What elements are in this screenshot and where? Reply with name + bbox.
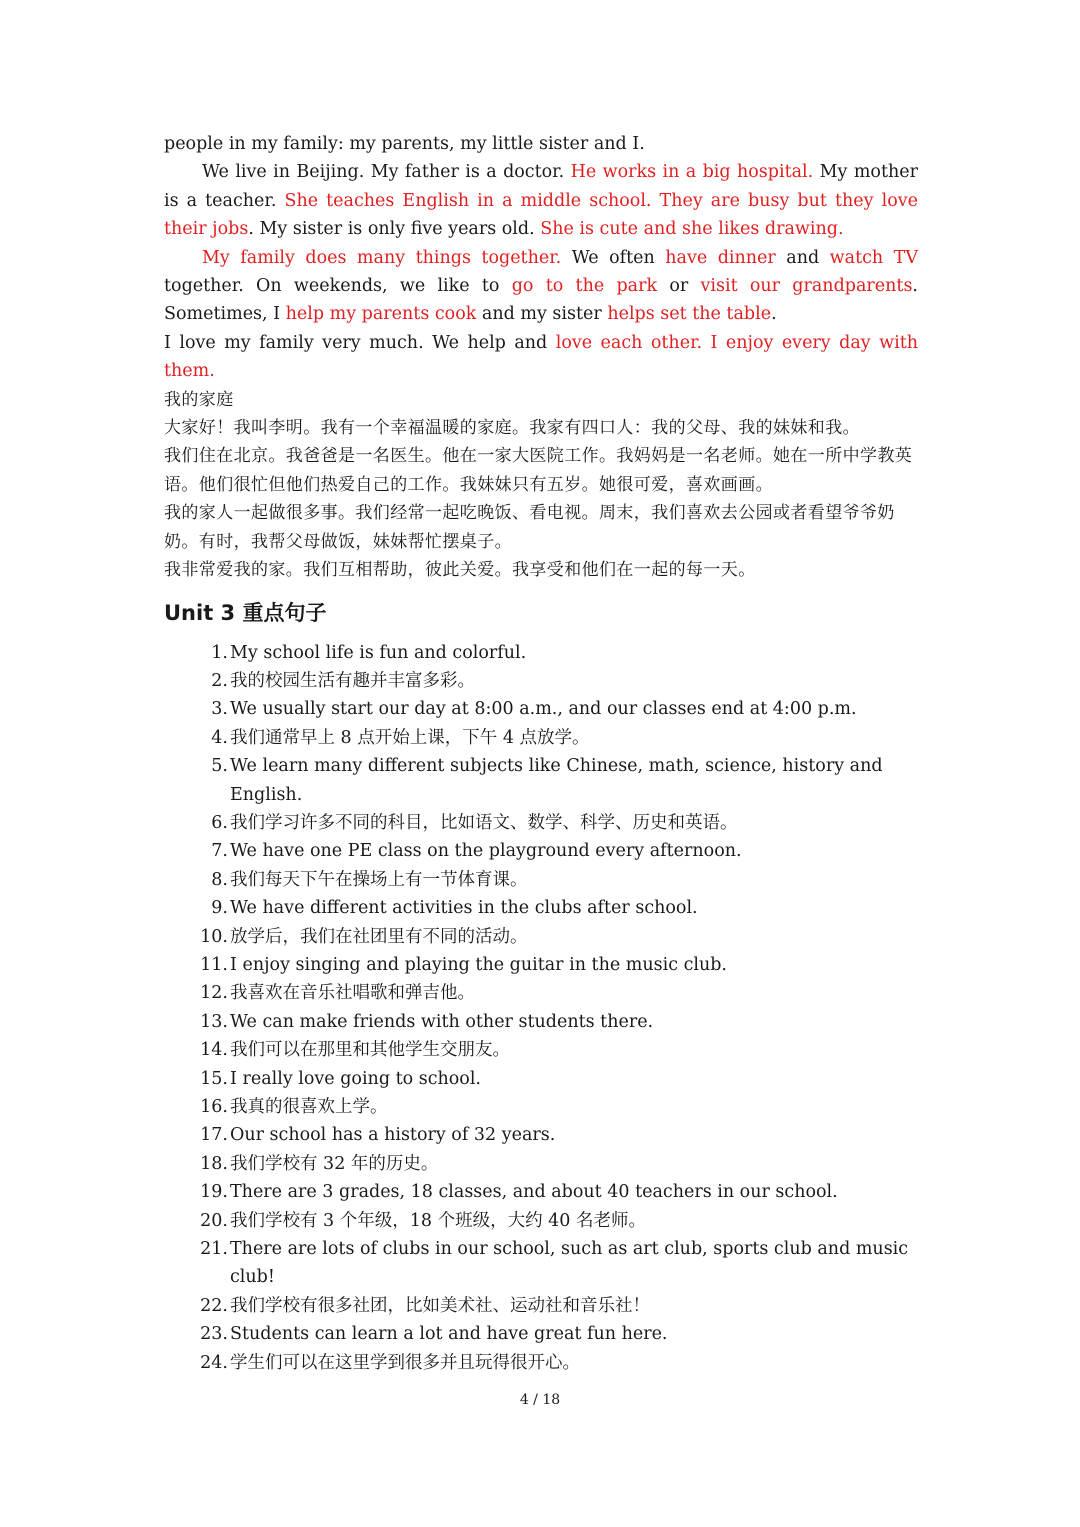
sentence-text: 我的校园生活有趣并丰富多彩。 <box>230 670 475 691</box>
sentence-item <box>164 923 918 951</box>
sentence-text: 我们学习许多不同的科目，比如语文、数学、科学、历史和英语。 <box>230 812 738 833</box>
sentence-item <box>164 1292 918 1320</box>
essay-p2-segment: . Sometimes, I <box>164 276 918 325</box>
essay-p2-segment: visit our grandparents <box>700 276 913 297</box>
sentence-number: 7. <box>211 841 228 862</box>
sentence-text: 我们学校有很多社团，比如美术社、运动社和音乐社！ <box>230 1295 650 1316</box>
sentence-item <box>164 1036 918 1064</box>
sentence-number: 16. <box>200 1097 228 1117</box>
essay-p2-segment: We often <box>561 247 666 268</box>
essay-zh-paragraph-1: 大家好！我叫李明。我有一个幸福温暖的家庭。我家有四口人：我的父母、我的妹妹和我。 <box>164 418 860 439</box>
essay-p2-segment: and <box>775 247 830 268</box>
sentence-item <box>164 667 918 695</box>
essay-p1-segment: She is cute and she likes drawing. <box>540 219 844 240</box>
sentence-item <box>164 1093 918 1121</box>
sentence-item <box>164 1320 918 1348</box>
sentence-item <box>164 1207 918 1235</box>
sentence-text: There are lots of clubs in our school, such as art club, sports club and music club! <box>230 1239 909 1288</box>
sentence-text: We learn many different subjects like Chinese, math, science, history and English. <box>230 756 883 805</box>
essay-zh-paragraph-3: 我的家人一起做很多事。我们经常一起吃晚饭、看电视。周末，我们喜欢去公园或者看望爷爷奶奶。有时，我帮父母做饭，妹妹帮忙摆桌子。 <box>164 503 895 552</box>
sentence-number: 6. <box>211 812 228 833</box>
sentence-number: 18. <box>200 1153 228 1174</box>
sentence-item <box>164 1150 918 1178</box>
sentence-item <box>164 837 918 865</box>
sentence-number: 20. <box>200 1210 228 1231</box>
essay-p2-segment: watch TV <box>829 247 918 268</box>
sentence-number: 8. <box>211 869 228 890</box>
essay-p2-segment: help my parents cook <box>285 304 477 325</box>
essay-p2-segment: have dinner <box>665 247 776 268</box>
sentence-text: 我们通常早上 8 点开始上课，下午 4 点放学。 <box>230 727 590 748</box>
essay-p2-segment: and my sister <box>476 304 608 325</box>
essay-zh-title: 我的家庭 <box>164 389 234 410</box>
sentence-text: I enjoy singing and playing the guitar in the music club. <box>230 954 727 975</box>
sentence-text: My school life is fun and colorful. <box>230 642 527 663</box>
essay-p2-segment: together. On weekends, we like to <box>164 276 512 297</box>
essay-p2-segment: or <box>657 276 701 297</box>
sentence-number: 22. <box>200 1295 228 1316</box>
sentence-number: 15. <box>200 1068 228 1089</box>
essay-zh-paragraph-4: 我非常爱我的家。我们互相帮助，彼此关爱。我享受和他们在一起的每一天。 <box>164 560 756 581</box>
essay-p1-segment: She teaches English in a middle school. They are busy but they love their jobs <box>164 190 918 240</box>
sentence-text: Our school has a history of 32 years. <box>230 1125 556 1146</box>
sentence-item <box>164 1121 918 1149</box>
sentence-text: We have different activities in the clubs after school. <box>230 898 698 919</box>
sentence-item <box>164 724 918 752</box>
essay-p2-segment: My family does many things together. <box>202 247 562 268</box>
sentence-text: 我们学校有 32 年的历史。 <box>230 1153 439 1174</box>
sentence-text: 学生们可以在这里学到很多并且玩得很开心。 <box>230 1352 580 1373</box>
sentence-number: 23. <box>200 1324 228 1345</box>
sentence-number: 14. <box>200 1040 228 1061</box>
sentence-text: I really love going to school. <box>230 1068 481 1089</box>
page-number: 4 / 18 <box>519 1392 561 1408</box>
sentence-text: We usually start our day at 8:00 a.m., and our classes end at 4:00 p.m. <box>230 699 857 720</box>
sentence-text: 我们学校有 3 个年级，18 个班级，大约 40 名老师。 <box>230 1210 646 1231</box>
sentence-number: 4. <box>211 727 228 748</box>
sentence-item <box>164 695 918 723</box>
sentence-item <box>164 1178 918 1206</box>
sentence-item <box>164 1349 918 1377</box>
sentence-item <box>164 1065 918 1093</box>
essay-p2-segment: helps set the table <box>607 304 772 325</box>
sentence-number: 5. <box>211 756 228 777</box>
sentence-text: 我们每天下午在操场上有一节体育课。 <box>230 869 528 890</box>
essay-p1-segment: . My sister is only five years old. <box>248 219 541 240</box>
sentence-number: 13. <box>200 1011 228 1032</box>
sentence-text: 我们可以在那里和其他学生交朋友。 <box>230 1040 510 1061</box>
sentence-text: 放学后，我们在社团里有不同的活动。 <box>230 926 528 947</box>
sentence-text: There are 3 grades, 18 classes, and about 40 teachers in our school. <box>230 1182 838 1203</box>
sentence-number: 21. <box>200 1239 228 1260</box>
sentence-item <box>164 979 918 1007</box>
sentence-list <box>164 639 918 1378</box>
essay-p2-segment: go to the park <box>511 276 658 297</box>
sentence-text: 我真的很喜欢上学。 <box>230 1097 388 1117</box>
sentence-item <box>164 752 918 809</box>
document-page <box>164 130 918 1377</box>
sentence-number: 24. <box>200 1352 228 1373</box>
sentence-number: 1. <box>211 642 228 663</box>
sentence-number: 3. <box>211 699 228 720</box>
sentence-number: 9. <box>211 898 228 919</box>
sentence-text: 我喜欢在音乐社唱歌和弹吉他。 <box>230 983 475 1004</box>
sentence-number: 19. <box>200 1182 228 1203</box>
essay-p2-segment: . <box>771 304 777 325</box>
essay-paragraph-1 <box>164 158 918 243</box>
sentence-item <box>164 809 918 837</box>
essay-p1-segment: He works in a big hospital. <box>570 162 814 183</box>
sentence-item <box>164 951 918 979</box>
sentence-number: 10. <box>200 926 228 947</box>
essay-p1-segment: My mother is a teacher. <box>164 162 918 211</box>
sentence-number: 17. <box>200 1125 228 1146</box>
sentence-text: We can make friends with other students there. <box>230 1011 654 1032</box>
sentence-item <box>164 894 918 922</box>
sentence-item <box>164 1235 918 1292</box>
sentence-number: 11. <box>200 954 228 975</box>
unit3-heading: Unit 3 重点句子 <box>164 600 327 625</box>
sentence-item <box>164 1008 918 1036</box>
essay-p1-segment: We live in Beijing. My father is a doctor. <box>202 162 571 183</box>
sentence-item <box>164 866 918 894</box>
essay-line-0: people in my family: my parents, my little sister and I. <box>164 134 645 154</box>
essay-p3-segment: love each other. I enjoy every day with them. <box>164 332 918 382</box>
essay-zh-paragraph-2: 我们住在北京。我爸爸是一名医生。他在一家大医院工作。我妈妈是一名老师。她在一所中学教英语。他们很忙但他们热爱自己的工作。我妹妹只有五岁。她很可爱，喜欢画画。 <box>164 446 913 495</box>
essay-paragraph-3 <box>164 329 918 386</box>
essay-p3-segment: I love my family very much. We help and <box>164 332 556 353</box>
sentence-text: Students can learn a lot and have great fun here. <box>230 1324 668 1345</box>
sentence-item <box>164 639 918 667</box>
sentence-number: 2. <box>211 670 228 691</box>
essay-paragraph-2 <box>164 244 918 329</box>
sentence-number: 12. <box>200 983 228 1004</box>
sentence-text: We have one PE class on the playground every afternoon. <box>230 841 742 862</box>
